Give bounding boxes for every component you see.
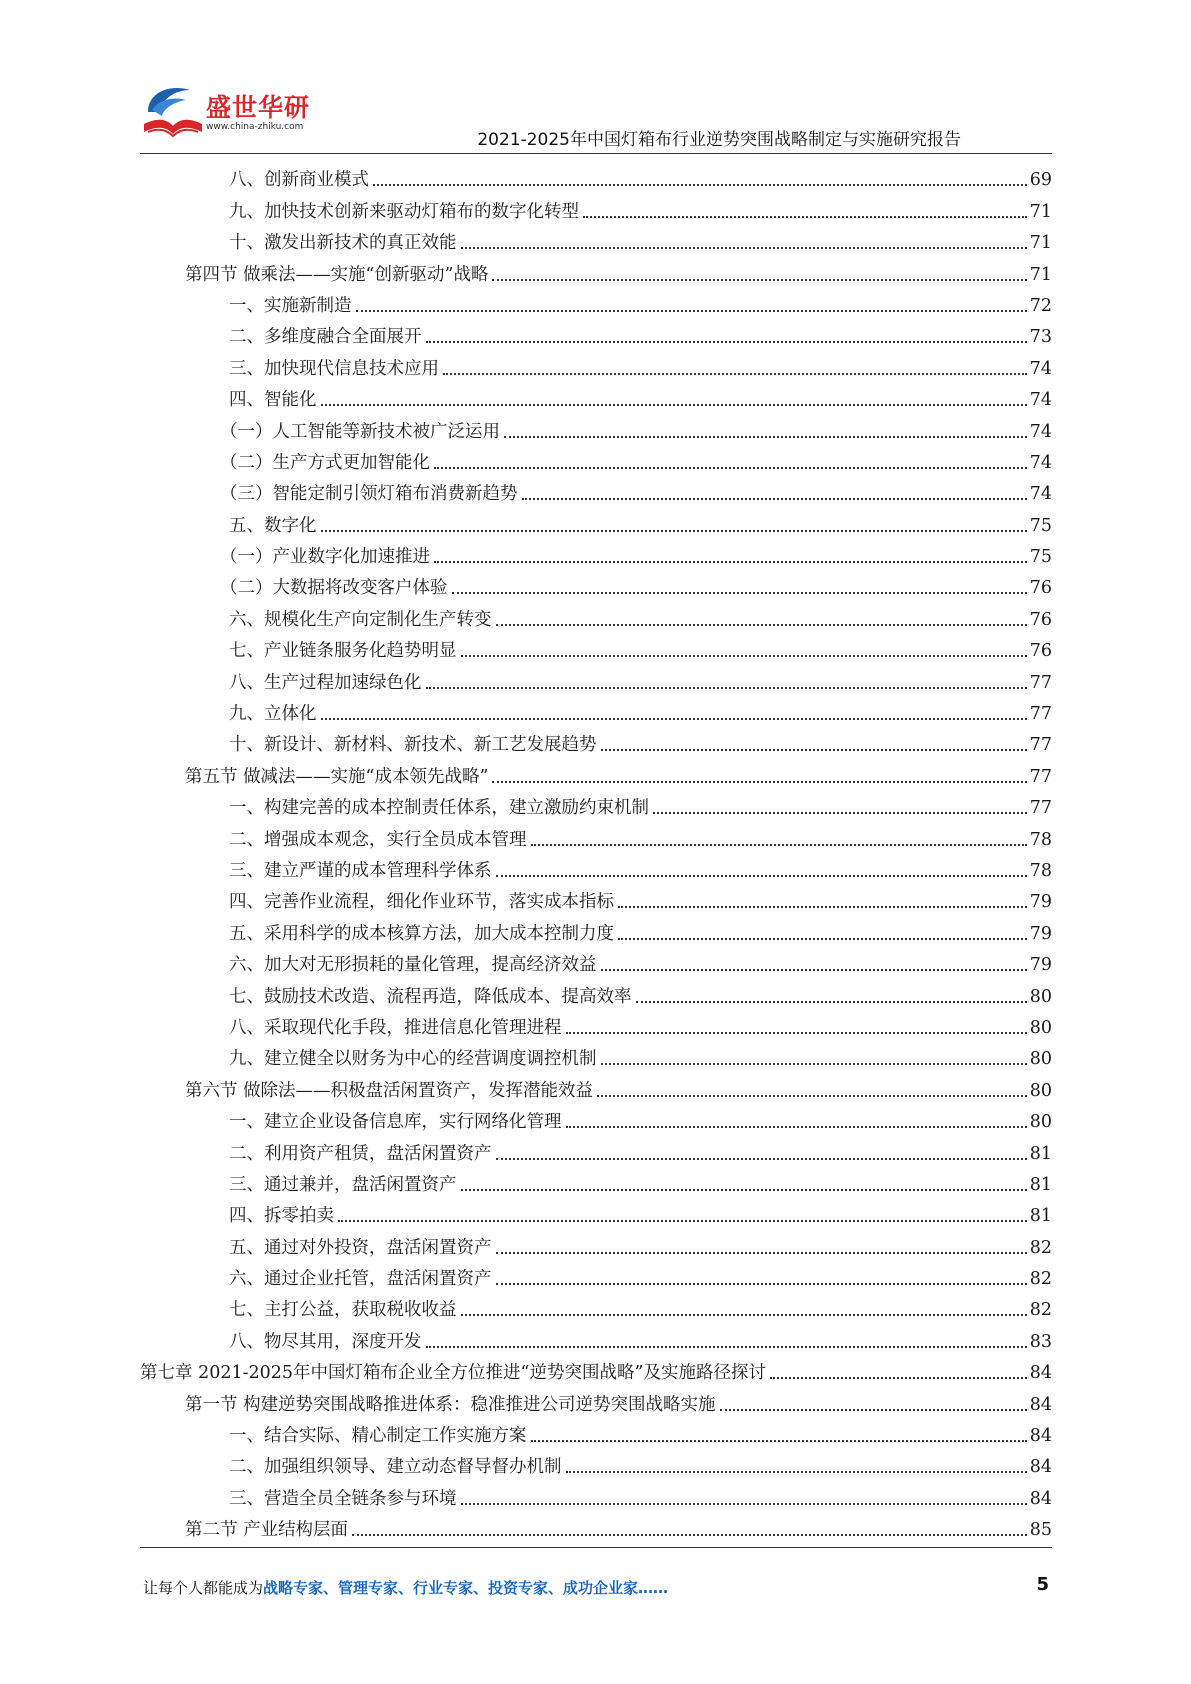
toc-entry-page: 82 [1029,1237,1052,1258]
toc-dot-leader [496,1252,1027,1254]
toc-entry[interactable] [140,1039,1052,1070]
toc-entry[interactable] [140,160,1052,191]
toc-entry[interactable] [140,756,1052,787]
toc-entry-page: 75 [1029,515,1052,536]
toc-entry[interactable] [140,443,1052,474]
toc-dot-leader [566,1471,1027,1473]
toc-dot-leader [597,1095,1027,1097]
toc-entry[interactable] [140,348,1052,379]
toc-entry-title: 第一节 构建逆势突围战略推进体系：稳准推进公司逆势突围战略实施 [185,1394,716,1415]
toc-entry-title: 三、营造全员全链条参与环境 [229,1488,457,1509]
toc-entry[interactable] [140,631,1052,662]
toc-entry-title: 三、加快现代信息技术应用 [229,358,439,379]
toc-entry-page: 77 [1029,766,1052,787]
toc-dot-leader [356,310,1027,312]
toc-entry-title: 二、多维度融合全面展开 [229,327,422,348]
book-logo-icon [140,82,206,144]
toc-entry-title: 八、创新商业模式 [229,170,369,191]
toc-entry-title: 六、通过企业托管，盘活闲置资产 [229,1269,492,1290]
toc-entry-page: 84 [1029,1363,1052,1384]
toc-dot-leader [321,530,1027,532]
toc-entry-title: 四、完善作业流程，细化作业环节，落实成本指标 [229,892,614,913]
toc-entry-page: 84 [1029,1394,1052,1415]
toc-entry-title: 一、结合实际、精心制定工作实施方案 [229,1426,527,1447]
toc-entry-title: （三）智能定制引领灯箱布消费新趋势 [220,484,518,505]
toc-entry-page: 84 [1029,1457,1052,1478]
toc-entry[interactable] [140,1321,1052,1352]
toc-entry-page: 74 [1029,390,1052,411]
toc-entry-page: 76 [1029,609,1052,630]
toc-entry[interactable] [140,505,1052,536]
toc-entry[interactable] [140,286,1052,317]
toc-entry-page: 80 [1029,1017,1052,1038]
toc-entry-title: 五、通过对外投资，盘活闲置资产 [229,1237,492,1258]
toc-dot-leader [434,561,1027,563]
toc-entry[interactable] [140,1008,1052,1039]
toc-entry-page: 78 [1029,829,1052,850]
toc-entry[interactable] [140,945,1052,976]
header-divider [140,153,1052,154]
toc-dot-leader [566,1126,1027,1128]
toc-entry[interactable] [140,976,1052,1007]
toc-entry-page: 71 [1029,233,1052,254]
toc-dot-leader [601,1063,1027,1065]
toc-entry-title: 九、立体化 [229,704,317,725]
toc-entry-page: 77 [1029,704,1052,725]
toc-entry-title: 八、物尽其用，深度开发 [229,1331,422,1352]
toc-entry-title: （一）产业数字化加速推进 [220,547,430,568]
toc-entry-title: 一、建立企业设备信息库，实行网络化管理 [229,1112,562,1133]
toc-entry[interactable] [140,380,1052,411]
footer-slogan-prefix: 让每个人都能成为 [143,1579,264,1597]
toc-entry[interactable] [140,191,1052,222]
toc-dot-leader [618,906,1027,908]
toc-entry-title: 六、加大对无形损耗的量化管理，提高经济效益 [229,955,597,976]
toc-entry[interactable] [140,725,1052,756]
toc-dot-leader [461,247,1027,249]
company-logo [140,82,310,144]
toc-entry[interactable] [140,694,1052,725]
toc-entry-page: 72 [1029,295,1052,316]
toc-entry-page: 85 [1029,1520,1052,1541]
toc-entry-page: 74 [1029,358,1052,379]
toc-dot-leader [653,812,1027,814]
toc-entry-title: 三、建立严谨的成本管理科学体系 [229,860,492,881]
toc-dot-leader [452,592,1027,594]
toc-dot-leader [522,498,1027,500]
toc-dot-leader [492,781,1026,783]
toc-entry[interactable] [140,1290,1052,1321]
toc-entry-title: 七、鼓励技术改造、流程再造，降低成本、提高效率 [229,986,632,1007]
toc-entry[interactable] [140,662,1052,693]
toc-entry[interactable] [140,788,1052,819]
logo-name: 盛世华研 [206,93,311,122]
toc-entry-page: 71 [1029,264,1052,285]
toc-dot-leader [601,749,1027,751]
toc-entry-title: 十、激发出新技术的真正效能 [229,233,457,254]
toc-entry-title: 二、加强组织领导、建立动态督导督办机制 [229,1457,562,1478]
toc-entry[interactable] [140,474,1052,505]
toc-entry-page: 76 [1029,578,1052,599]
report-title: 2021-2025年中国灯箱布行业逆势突围战略制定与实施研究报告 [477,130,961,150]
toc-entry-title: （一）人工智能等新技术被广泛运用 [220,421,500,442]
toc-entry-page: 82 [1029,1269,1052,1290]
toc-entry[interactable] [140,1416,1052,1447]
toc-dot-leader [492,279,1026,281]
toc-entry-page: 71 [1029,201,1052,222]
toc-entry-page: 79 [1029,955,1052,976]
toc-dot-leader [496,1283,1027,1285]
toc-entry[interactable] [140,1447,1052,1478]
toc-entry-title: 六、规模化生产向定制化生产转变 [229,609,492,630]
toc-entry-title: 七、产业链条服务化趋势明显 [229,641,457,662]
toc-entry-page: 81 [1029,1143,1052,1164]
toc-entry-page: 77 [1029,798,1052,819]
toc-entry[interactable] [140,254,1052,285]
toc-entry-page: 81 [1029,1206,1052,1227]
toc-entry[interactable] [140,1196,1052,1227]
toc-dot-leader [461,655,1027,657]
toc-entry[interactable] [140,1259,1052,1290]
toc-dot-leader [504,436,1027,438]
footer-slogan-highlight: 战略专家、管理专家、行业专家、投资专家、成功企业家…… [263,1579,669,1597]
toc-entry-page: 80 [1029,1049,1052,1070]
table-of-contents [140,160,1052,1541]
toc-dot-leader [352,1534,1027,1536]
toc-dot-leader [770,1377,1027,1379]
toc-dot-leader [461,1314,1027,1316]
toc-dot-leader [531,1440,1027,1442]
toc-dot-leader [496,875,1027,877]
toc-entry-title: （二）大数据将改变客户体验 [220,578,448,599]
toc-dot-leader [566,1032,1027,1034]
toc-entry[interactable] [140,1510,1052,1541]
toc-dot-leader [321,404,1027,406]
toc-entry-page: 74 [1029,421,1052,442]
toc-dot-leader [720,1409,1027,1411]
toc-entry-title: 八、采取现代化手段，推进信息化管理进程 [229,1017,562,1038]
toc-entry[interactable] [140,411,1052,442]
toc-entry-title: 一、实施新制造 [229,295,352,316]
toc-entry[interactable] [140,537,1052,568]
toc-entry-title: 五、数字化 [229,515,317,536]
toc-entry-page: 80 [1029,1080,1052,1101]
toc-entry[interactable] [140,1102,1052,1133]
toc-dot-leader [601,969,1027,971]
toc-dot-leader [531,844,1027,846]
toc-entry[interactable] [140,223,1052,254]
toc-entry[interactable] [140,1165,1052,1196]
toc-entry-page: 84 [1029,1426,1052,1447]
toc-entry[interactable] [140,1478,1052,1509]
toc-dot-leader [618,938,1027,940]
footer-slogan [143,1577,668,1598]
toc-entry[interactable] [140,1227,1052,1258]
toc-entry-page: 80 [1029,1112,1052,1133]
toc-entry-page: 76 [1029,641,1052,662]
toc-dot-leader [373,184,1027,186]
toc-entry-title: 第五节 做减法——实施“成本领先战略” [185,766,489,787]
toc-entry-page: 74 [1029,452,1052,473]
toc-entry-title: 二、增强成本观念，实行全员成本管理 [229,829,527,850]
toc-entry[interactable] [140,317,1052,348]
toc-entry-page: 80 [1029,986,1052,1007]
toc-dot-leader [443,373,1027,375]
toc-entry[interactable] [140,599,1052,630]
toc-entry-page: 77 [1029,672,1052,693]
toc-entry-title: 九、建立健全以财务为中心的经营调度调控机制 [229,1049,597,1070]
toc-dot-leader [338,1220,1027,1222]
toc-entry[interactable] [140,1353,1052,1384]
toc-entry-page: 75 [1029,547,1052,568]
toc-entry-title: 四、拆零拍卖 [229,1206,334,1227]
toc-entry-page: 78 [1029,860,1052,881]
toc-dot-leader [496,1158,1027,1160]
toc-entry-title: 三、通过兼并，盘活闲置资产 [229,1174,457,1195]
toc-dot-leader [426,1346,1027,1348]
toc-entry-title: 一、构建完善的成本控制责任体系，建立激励约束机制 [229,798,649,819]
toc-dot-leader [426,341,1027,343]
toc-dot-leader [426,687,1027,689]
toc-entry-title: 十、新设计、新材料、新技术、新工艺发展趋势 [229,735,597,756]
toc-entry-page: 81 [1029,1174,1052,1195]
toc-entry[interactable] [140,1384,1052,1415]
toc-entry[interactable] [140,819,1052,850]
toc-entry-page: 79 [1029,892,1052,913]
toc-entry-title: 九、加快技术创新来驱动灯箱布的数字化转型 [229,201,579,222]
toc-dot-leader [461,1503,1027,1505]
toc-entry-title: 七、主打公益，获取税收收益 [229,1300,457,1321]
toc-entry[interactable] [140,1133,1052,1164]
toc-entry-title: 四、智能化 [229,390,317,411]
toc-entry-page: 74 [1029,484,1052,505]
toc-dot-leader [583,216,1027,218]
toc-dot-leader [434,467,1027,469]
logo-url: www.china-zhiku.com [206,122,304,132]
toc-entry[interactable] [140,1070,1052,1101]
toc-entry-title: （二）生产方式更加智能化 [220,452,430,473]
toc-dot-leader [321,718,1027,720]
toc-entry[interactable] [140,568,1052,599]
toc-entry-page: 83 [1029,1331,1052,1352]
toc-dot-leader [496,624,1027,626]
toc-entry-title: 第四节 做乘法——实施“创新驱动”战略 [185,264,489,285]
toc-entry-title: 第六节 做除法——积极盘活闲置资产，发挥潜能效益 [185,1080,594,1101]
toc-dot-leader [461,1189,1027,1191]
page-number: 5 [1036,1574,1049,1595]
toc-entry-page: 82 [1029,1300,1052,1321]
toc-entry-title: 第七章 2021-2025年中国灯箱布企业全方位推进“逆势突围战略”及实施路径探讨 [140,1363,766,1384]
toc-entry-page: 79 [1029,923,1052,944]
toc-entry-page: 84 [1029,1488,1052,1509]
toc-entry-title: 二、利用资产租赁，盘活闲置资产 [229,1143,492,1164]
toc-entry-page: 69 [1029,170,1052,191]
page-header [0,0,1191,155]
toc-entry-title: 五、采用科学的成本核算方法，加大成本控制力度 [229,923,614,944]
toc-entry[interactable] [140,913,1052,944]
toc-entry[interactable] [140,851,1052,882]
footer-divider [140,1547,1052,1548]
toc-entry-title: 八、生产过程加速绿色化 [229,672,422,693]
toc-entry-page: 77 [1029,735,1052,756]
toc-entry-title: 第二节 产业结构层面 [185,1520,349,1541]
toc-entry[interactable] [140,882,1052,913]
toc-entry-page: 73 [1029,327,1052,348]
toc-dot-leader [636,1001,1027,1003]
